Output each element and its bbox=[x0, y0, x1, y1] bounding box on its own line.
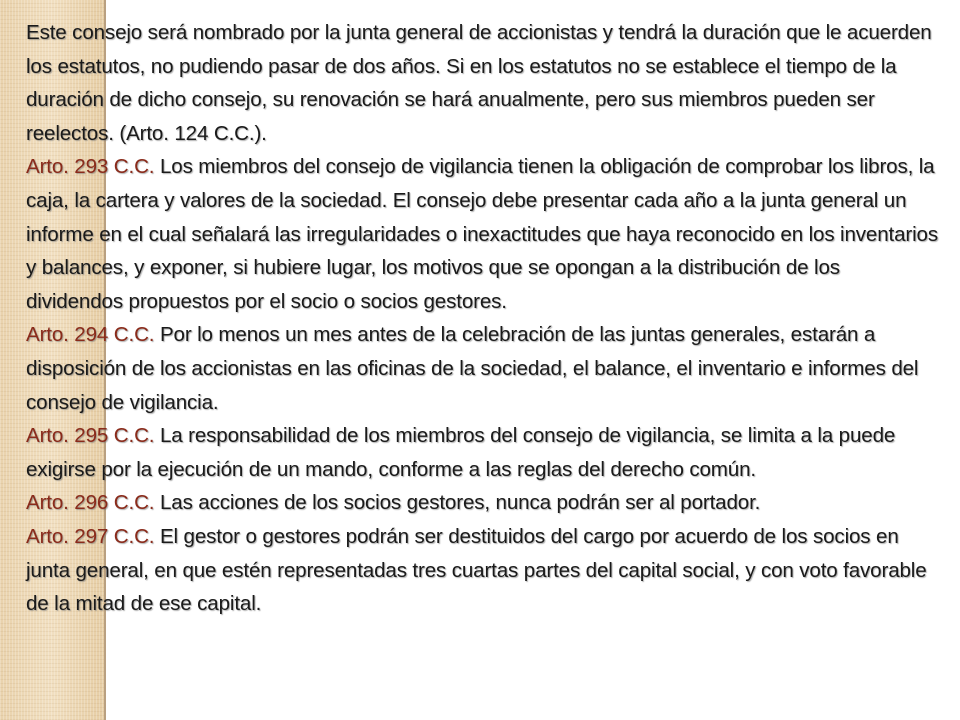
paragraph-text: La responsabilidad de los miembros del consejo de vigilancia, se limita a la puede exigirse por la ejecución de un mando, conforme a las reglas del derecho común. bbox=[26, 424, 896, 481]
paragraph-text: Este consejo será nombrado por la junta general de accionistas y tendrá la duración que le acuerden los estatutos, no pudiendo pasar de dos años. Si en los estatutos no se establece el tiempo de la duración de dicho consejo, su renovación se hará anualmente, pero sus miembros pueden ser reelectos. (Arto. 124 C.C.). bbox=[26, 21, 932, 145]
article-reference: Arto. 294 C.C. bbox=[26, 323, 155, 347]
article-reference: Arto. 296 C.C. bbox=[26, 491, 155, 515]
paragraph-arto-297 bbox=[26, 520, 938, 621]
paragraph-text: Las acciones de los socios gestores, nunca podrán ser al portador. bbox=[154, 491, 761, 515]
paragraph-arto-293 bbox=[26, 150, 938, 318]
paragraph-arto-294 bbox=[26, 318, 938, 419]
article-reference: Arto. 297 C.C. bbox=[26, 524, 155, 548]
paragraph-arto-296 bbox=[26, 486, 938, 520]
paragraph-text: Los miembros del consejo de vigilancia tienen la obligación de comprobar los libros, la caja, la cartera y valores de la sociedad. El consejo debe presentar cada año a la junta general un informe en el cual señalará las irregularidades o inexactitudes que haya reconocido en los inventarios y balances, y exponer, si hubiere lugar, los motivos que se opongan a la distribución de los dividendos propuestos por el socio o socios gestores. bbox=[26, 155, 938, 313]
slide-body-text bbox=[26, 16, 938, 621]
paragraph-arto-295 bbox=[26, 419, 938, 486]
paragraph-text: El gestor o gestores podrán ser destituidos del cargo por acuerdo de los socios en junta general, en que estén representadas tres cuartas partes del capital social, y con voto favorable de la mitad de ese capital. bbox=[26, 524, 927, 616]
article-reference: Arto. 295 C.C. bbox=[26, 424, 155, 448]
paragraph-text: Por lo menos un mes antes de la celebración de las juntas generales, estarán a disposición de los accionistas en las oficinas de la sociedad, el balance, el inventario e informes del consejo de vigilancia. bbox=[26, 323, 919, 414]
article-reference: Arto. 293 C.C. bbox=[26, 155, 155, 179]
paragraph-intro bbox=[26, 16, 938, 150]
